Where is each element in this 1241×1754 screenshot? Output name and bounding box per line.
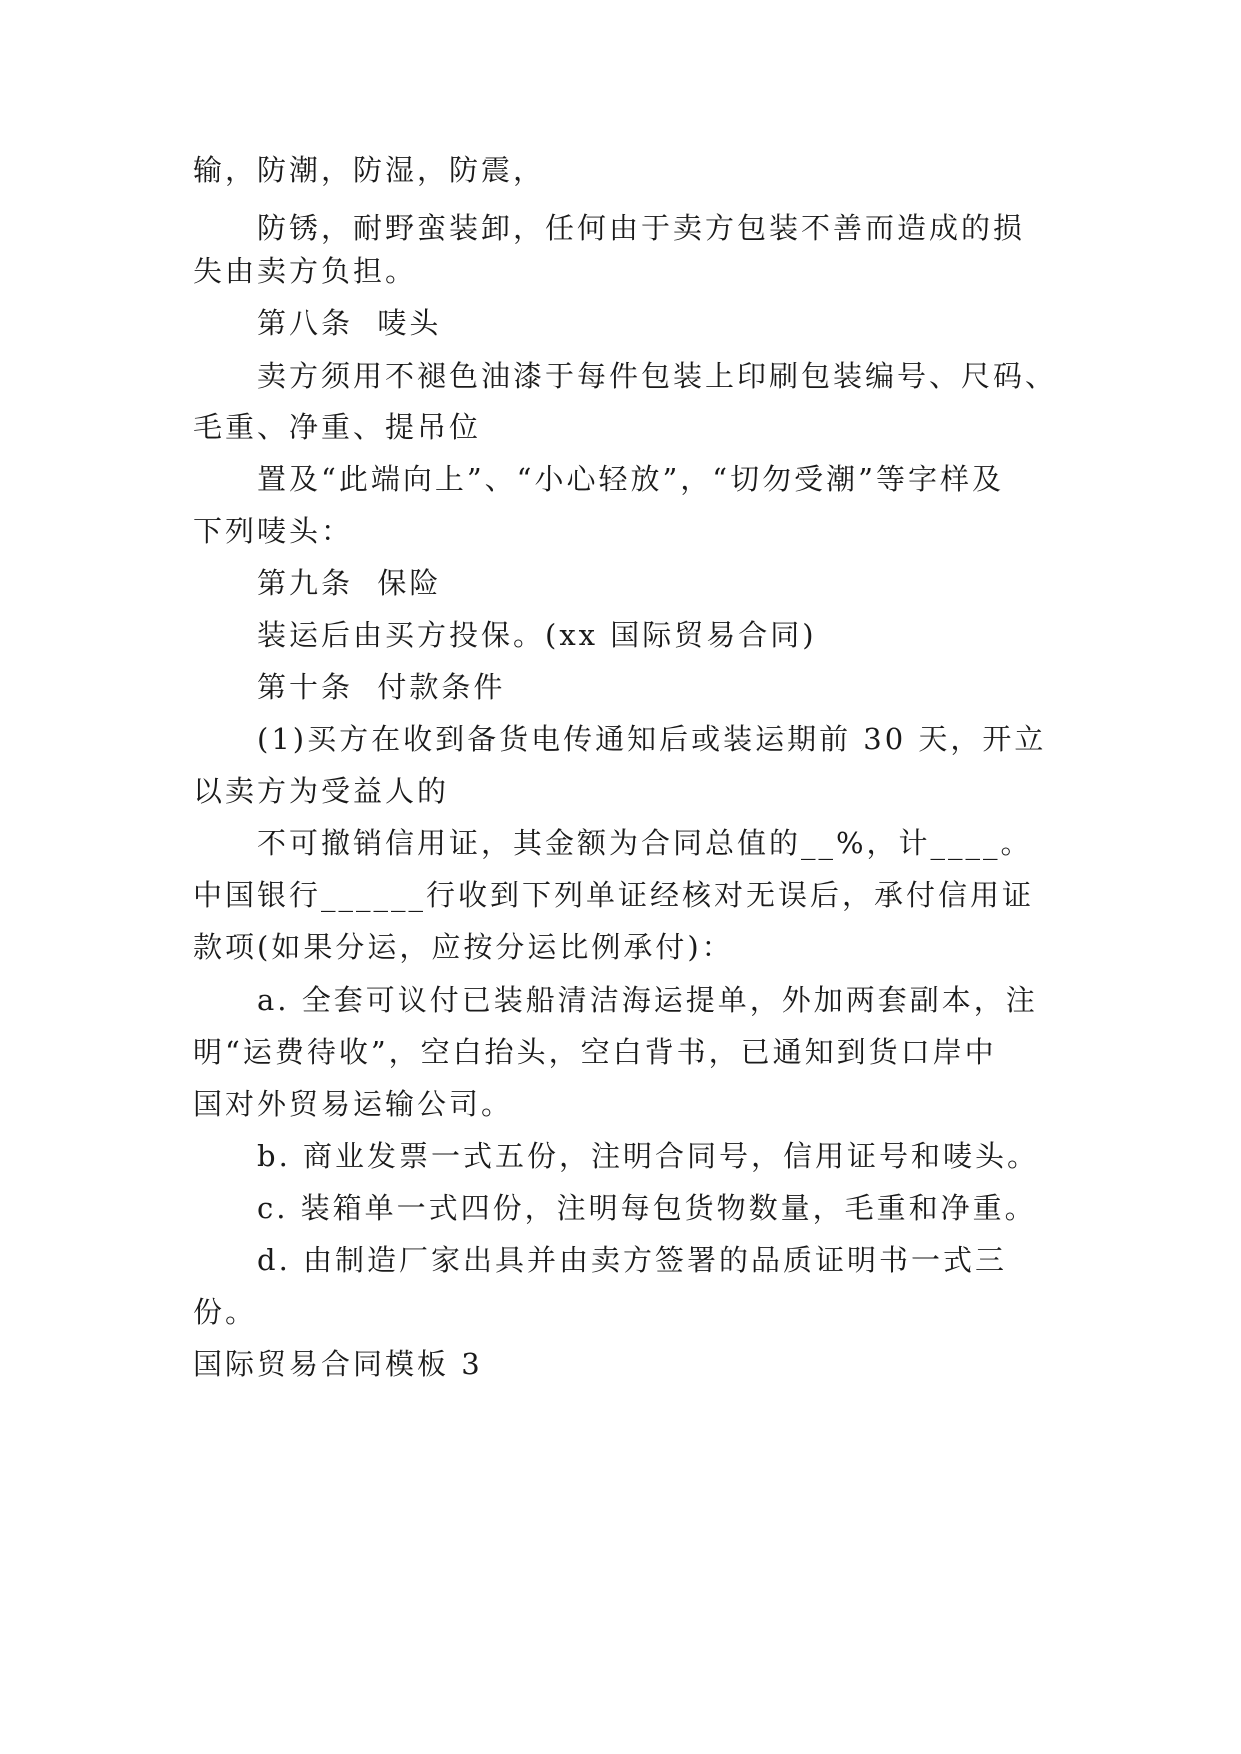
document-title: 国际贸易合同模板 3 bbox=[193, 1347, 483, 1381]
paragraph-line: 毛重、净重、提吊位 bbox=[193, 410, 482, 444]
paragraph-line: 明“运费待收”，空白抬头，空白背书，已通知到货口岸中 bbox=[193, 1035, 997, 1069]
section-heading: 第九条 保险 bbox=[257, 566, 442, 600]
paragraph-line: 防锈，耐野蛮装卸，任何由于卖方包装不善而造成的损 bbox=[257, 211, 1026, 245]
paragraph-line: 款项(如果分运，应按分运比例承付)： bbox=[193, 930, 734, 964]
paragraph-line: 置及“此端向上”、“小心轻放”，“切勿受潮”等字样及 bbox=[257, 462, 1004, 496]
paragraph-line: 份。 bbox=[193, 1295, 258, 1329]
paragraph-line: (1)买方在收到备货电传通知后或装运期前 30 天，开立 bbox=[257, 722, 1047, 756]
paragraph-line: 卖方须用不褪色油漆于每件包装上印刷包装编号、尺码、 bbox=[257, 359, 1058, 393]
paragraph-line: c. 装箱单一式四份，注明每包货物数量，毛重和净重。 bbox=[257, 1191, 1037, 1225]
paragraph-line: 装运后由买方投保。(xx 国际贸易合同) bbox=[257, 618, 817, 652]
paragraph-line: 下列唛头： bbox=[193, 514, 354, 548]
paragraph-line: 中国银行______行收到下列单证经核对无误后，承付信用证 bbox=[193, 878, 1035, 912]
section-heading: 第十条 付款条件 bbox=[257, 670, 506, 704]
paragraph-line: a. 全套可议付已装船清洁海运提单，外加两套副本，注 bbox=[257, 983, 1038, 1017]
paragraph-line: d. 由制造厂家出具并由卖方签署的品质证明书一式三 bbox=[257, 1243, 1008, 1277]
paragraph-line: b. 商业发票一式五份，注明合同号，信用证号和唛头。 bbox=[257, 1139, 1040, 1173]
paragraph-line: 以卖方为受益人的 bbox=[193, 774, 450, 808]
paragraph-line: 不可撤销信用证，其金额为合同总值的__%，计____。 bbox=[257, 826, 1033, 860]
paragraph-line: 失由卖方负担。 bbox=[193, 254, 418, 288]
section-heading: 第八条 唛头 bbox=[257, 306, 442, 340]
paragraph-line: 国对外贸易运输公司。 bbox=[193, 1087, 514, 1121]
paragraph-line: 输，防潮，防湿，防震， bbox=[193, 153, 546, 187]
